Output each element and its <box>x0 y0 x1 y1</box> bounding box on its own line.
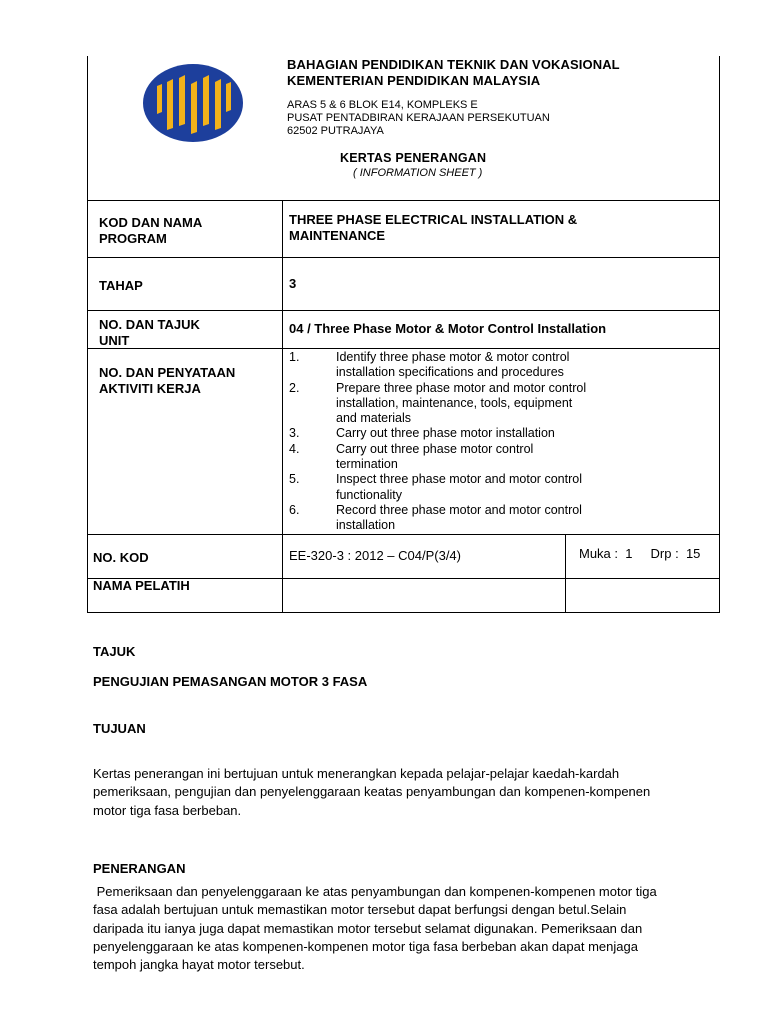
code-label: NO. KOD <box>93 550 149 565</box>
org-line-2: KEMENTERIAN PENDIDIKAN MALAYSIA <box>287 72 541 88</box>
activity-list <box>289 350 709 534</box>
address-line-1: ARAS 5 & 6 BLOK E14, KOMPLEKS E <box>287 99 478 111</box>
program-label <box>99 215 202 247</box>
address-line-3: 62502 PUTRAJAYA <box>287 125 384 137</box>
table-divider <box>87 257 720 258</box>
program-value-line-1: THREE PHASE ELECTRICAL INSTALLATION & <box>289 212 578 227</box>
total-pages-label: Drp : <box>650 546 679 561</box>
activity-text-line: functionality <box>336 487 403 502</box>
address-line-2: PUSAT PENTADBIRAN KERAJAAN PERSEKUTUAN <box>287 112 550 124</box>
activity-item <box>289 381 709 427</box>
paragraph-line: penyelenggaraan ke atas kompenen-kompenen motor tiga fasa berbeban akan dapat menjaga <box>93 938 638 954</box>
program-label-line-2: PROGRAM <box>99 231 167 246</box>
tajuk-heading: TAJUK <box>93 644 136 659</box>
activity-text-line: Carry out three phase motor installation <box>336 426 555 441</box>
sheet-title: KERTAS PENERANGAN <box>340 151 487 165</box>
total-pages-value: 15 <box>685 546 701 561</box>
activity-number: 1. <box>289 350 300 364</box>
penerangan-paragraph <box>93 883 713 974</box>
activity-item <box>289 442 709 473</box>
program-value-line-2: MAINTENANCE <box>289 228 386 243</box>
paragraph-line: pemeriksaan, pengujian dan penyelenggaraan keatas penyambungan dan kompenen-kompenen <box>93 784 651 800</box>
table-divider <box>87 200 720 201</box>
org-line-1: BAHAGIAN PENDIDIKAN TEKNIK DAN VOKASIONAL <box>287 57 620 72</box>
page-number <box>579 546 700 562</box>
trainee-label: NAMA PELATIH <box>93 578 190 593</box>
activity-text-line: termination <box>336 457 398 472</box>
sheet-subtitle: ( INFORMATION SHEET ) <box>353 167 483 179</box>
table-column-divider <box>282 200 283 613</box>
activity-item <box>289 472 709 503</box>
unit-value: 04 / Three Phase Motor & Motor Control Installation <box>289 321 607 336</box>
activity-number: 6. <box>289 502 300 517</box>
unit-label <box>99 317 200 349</box>
activity-number: 4. <box>289 441 300 456</box>
paragraph-line: motor tiga fasa berbeban. <box>93 802 242 818</box>
code-value: EE-320-3 : 2012 – C04/P(3/4) <box>289 548 461 563</box>
table-column-divider <box>565 534 566 613</box>
activity-text-line: installation, maintenance, tools, equipment <box>336 395 573 410</box>
activity-text-line: Identify three phase motor & motor control <box>336 350 570 364</box>
activity-text-line: Prepare three phase motor and motor control <box>336 380 587 395</box>
table-divider <box>87 310 720 311</box>
program-value <box>289 212 577 244</box>
penerangan-heading: PENERANGAN <box>93 861 186 876</box>
tujuan-paragraph <box>93 765 713 820</box>
activity-item <box>289 350 709 381</box>
activity-label-line-2: AKTIVITI KERJA <box>99 381 201 396</box>
activity-number: 5. <box>289 472 300 487</box>
activity-label <box>99 365 235 397</box>
unit-label-line-2: UNIT <box>99 333 130 348</box>
activity-number: 2. <box>289 380 300 395</box>
paragraph-line: Pemeriksaan dan penyelenggaraan ke atas penyambungan dan kompenen-kompenen motor tiga <box>93 884 657 899</box>
level-value: 3 <box>289 276 297 291</box>
paragraph-line: daripada itu ianya juga dapat memastikan motor tersebut selamat digunakan. Pemeriksaan dan <box>93 920 643 936</box>
activity-text-line: Record three phase motor and motor control <box>336 502 582 517</box>
activity-item <box>289 503 709 534</box>
tujuan-heading: TUJUAN <box>93 721 146 736</box>
activity-label-line-1: NO. DAN PENYATAAN <box>99 365 236 380</box>
activity-item <box>289 426 709 441</box>
activity-text-line: Carry out three phase motor control <box>336 441 534 456</box>
program-label-line-1: KOD DAN NAMA <box>99 215 203 230</box>
activity-number: 3. <box>289 426 300 441</box>
activity-text-line: installation <box>336 518 396 533</box>
organization-address <box>287 99 550 138</box>
ministry-logo <box>143 64 243 142</box>
tajuk-value: PENGUJIAN PEMASANGAN MOTOR 3 FASA <box>93 674 368 689</box>
page-label: Muka : <box>579 546 619 561</box>
paragraph-line: fasa adalah bertujuan untuk memastikan motor tersebut dapat berfungsi dengan betul.Selain <box>93 902 627 918</box>
unit-label-line-1: NO. DAN TAJUK <box>99 317 200 332</box>
activity-text-line: installation specifications and procedures <box>336 365 564 380</box>
table-divider <box>87 534 720 535</box>
activity-text-line: Inspect three phase motor and motor control <box>336 472 582 487</box>
paragraph-line: Kertas penerangan ini bertujuan untuk menerangkan kepada pelajar-pelajar kaedah-kardah <box>93 766 620 781</box>
organization-name <box>287 57 620 88</box>
activity-text-line: and materials <box>336 411 412 426</box>
page-value: 1 <box>625 546 633 561</box>
paragraph-line: tempoh jangka hayat motor tersebut. <box>93 957 305 973</box>
level-label: TAHAP <box>99 278 143 293</box>
